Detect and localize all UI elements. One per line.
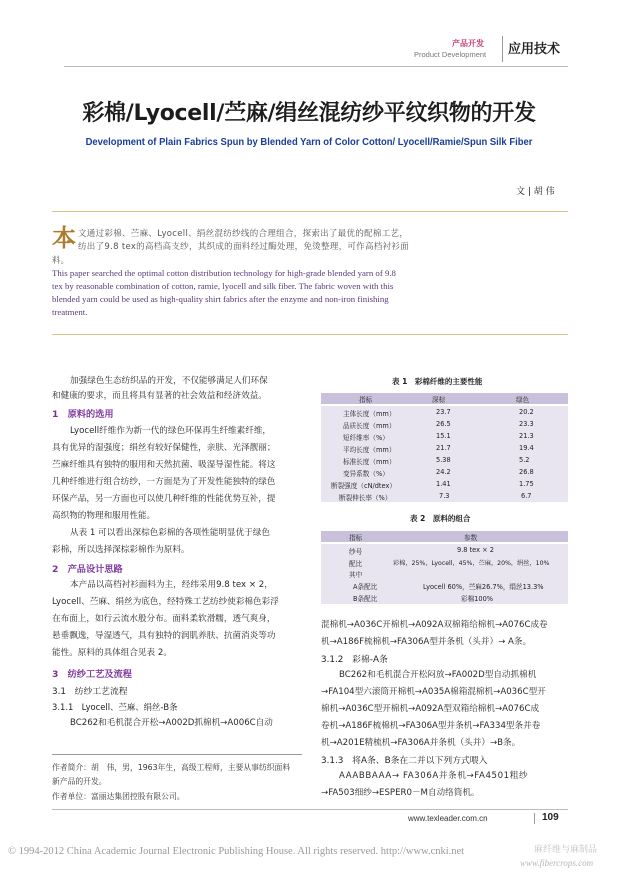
body-paragraph-line: 机→A201E精梳机→FA306A并条机（头并）→B条。 (321, 738, 521, 748)
footnote-author-info: 作者简介：胡 伟，男，1963年生，高级工程师，主要从事纺织面料 (52, 763, 291, 772)
subsection-heading: 3.1.3 将A条、B条在二并以下列方式喂入 (321, 756, 488, 766)
table-cell: 配比 (349, 560, 363, 568)
table-cell: 主体长度（mm） (343, 410, 396, 418)
table-cell: 9.8 tex × 2 (457, 546, 494, 554)
subsection-heading: 3.1 纺纱工艺流程 (52, 687, 128, 697)
abstract-en-line: blended yarn could be used as high-quality shirt fabrics after the enzyme and non-iron finishing (52, 294, 389, 304)
body-paragraph-line: 环保产品，另一方面也可以使几种纤维的性能优势互补，提 (52, 494, 276, 504)
table-row (321, 592, 568, 603)
table-cell: 5.38 (436, 456, 451, 464)
table-cell: 平均长度（mm） (343, 446, 396, 454)
header-section-en: Product Development (414, 50, 487, 59)
article-title-cn: 彩棉/Lyocell/苎麻/绢丝混纺纱平纹织物的开发 (82, 101, 536, 126)
table1-caption: 表 1 彩棉纤维的主要性能 (392, 377, 483, 386)
table-cell: 断裂强度（cN/dtex） (331, 482, 396, 490)
table2-caption: 表 2 原料的组合 (410, 514, 471, 523)
header-rule (64, 66, 568, 67)
table2-header-row (321, 531, 568, 542)
watermark: www.fibercrops.com (520, 858, 594, 868)
table1-header-cell: 绿色 (516, 396, 530, 404)
abstract-rule-top (52, 211, 568, 212)
body-paragraph-line: 和健康的要求，而且将具有显著的社会效益和经济效益。 (52, 391, 267, 401)
table-cell: 26.5 (436, 420, 451, 428)
subsection-heading: 3.1.2 彩棉-A条 (321, 655, 388, 665)
table-cell: 变异系数（%） (343, 470, 389, 478)
table-row (321, 419, 568, 430)
footnote-affiliation: 作者单位：富丽达集团控股有限公司。 (52, 792, 185, 801)
table-cell: B条配比 (353, 595, 378, 603)
table-row (321, 443, 568, 454)
table-cell: 15.1 (436, 432, 451, 440)
table-cell: 23.7 (436, 408, 451, 416)
table-row (321, 580, 568, 591)
footer-rule (52, 809, 568, 810)
footer-divider (534, 813, 535, 824)
body-paragraph-line: 从表 1 可以看出深棕色彩棉的各项性能明显优于绿色 (70, 528, 270, 538)
table-cell: A条配比 (353, 583, 378, 591)
body-paragraph-line: 卷机→A186F梳棉机→FA306A型并条机→FA334型条并卷 (321, 721, 541, 731)
table-cell: 26.8 (519, 468, 534, 476)
table-row (321, 455, 568, 466)
table-row (321, 407, 568, 418)
body-paragraph-line: 几种纤维进行组合纺纱，一方面是为了开发性能独特的绿色 (52, 477, 276, 487)
abstract-dropcap: 本 (52, 224, 76, 252)
table-cell: 23.3 (519, 420, 534, 428)
header-divider (502, 36, 503, 62)
body-paragraph-line: →FA104型六滚筒开棉机→A035A棉箱混棉机→A036C型开 (321, 687, 546, 697)
article-title-en: Development of Plain Fabrics Spun by Blended Yarn of Color Cotton/ Lyocell/Ramie/Spun Silk Fiber (85, 136, 533, 148)
section-heading-3: 3 纺纱工艺及流程 (52, 669, 132, 680)
table-cell: 21.7 (436, 444, 451, 452)
table-cell: Lyocell 60%，苎麻26.7%，绢丝13.3% (423, 583, 544, 591)
table-cell: 品质长度（mm） (343, 422, 396, 430)
footer-website: www.texleader.com.cn (408, 814, 488, 823)
body-paragraph-line: 具有优异的湿强度；绢丝有较好保健性，亲肤、光泽靓丽； (52, 443, 276, 453)
table-row (321, 545, 568, 556)
table-cell: 纱号 (349, 548, 363, 556)
body-paragraph-line: →FA503细纱→ESPER0－M自动络筒机。 (321, 788, 480, 798)
body-paragraph-line: 棉机→A036C型开棉机→A092A型双箱给棉机→A076C成 (321, 704, 540, 714)
abstract-cn-line: 纺出了9.8 tex的高档高支纱，其织成的面料经过酶处理，免烫整理，可作高档衬衫面 (78, 242, 409, 252)
body-paragraph-line: Lyocell、苎麻、绢丝为底色，经特殊工艺纺纱使彩棉色彩浮 (52, 597, 279, 607)
table-cell: 5.2 (519, 456, 530, 464)
watermark-cn: 麻纤维与麻制品 (534, 845, 598, 855)
table1-header-cell: 指标 (359, 396, 373, 404)
section-heading-1: 1 原料的选用 (52, 409, 114, 420)
abstract-en-line: This paper searched the optimal cotton distribution technology for high-grade blended yarn of 9.8 (52, 268, 396, 278)
table-row (321, 491, 568, 502)
body-paragraph-line: 加强绿色生态纺织品的开发，不仅能够满足人们环保 (70, 376, 268, 386)
table-cell: 1.75 (519, 480, 534, 488)
body-paragraph-line: BC262和毛机混合开松闷放→FA002D型自动抓棉机 (339, 670, 537, 680)
subsection-heading: 3.1.1 Lyocell、苎麻、绢丝-B条 (52, 702, 178, 712)
table-cell: 断裂伸长率（%） (339, 494, 392, 502)
table-cell: 彩棉，25%，Lyocell，45%，苎麻，20%，绢丝，10% (393, 560, 550, 567)
body-paragraph-line: 在布面上，如行云流水般分布。面料柔软滑糯，透气爽身， (52, 614, 276, 624)
table-cell: 19.4 (519, 444, 534, 452)
body-paragraph-line: 彩棉，所以选择深棕彩棉作为原料。 (52, 545, 190, 555)
abstract-cn-line: 料。 (52, 256, 70, 266)
header-column-title: 应用技术 (508, 42, 561, 57)
body-paragraph-line: 高织物的物理和服用性能。 (52, 511, 156, 521)
table-cell: 7.3 (439, 492, 450, 500)
body-paragraph-line: 苎麻纤维具有独特的服用和天然抗菌、吸湿导湿性能。将这 (52, 460, 276, 470)
table-row (321, 431, 568, 442)
body-paragraph-line: 机→A186F梳棉机→FA306A型并条机（头并）→ A条。 (321, 637, 532, 647)
table-row (321, 557, 568, 568)
table-cell: 24.2 (436, 468, 451, 476)
copyright-notice: © 1994-2012 China Academic Journal Electronic Publishing House. All rights reserved. http://www.cnki.net (8, 846, 465, 857)
table1-header-cell: 深棕 (432, 396, 446, 404)
body-paragraph-line: AAABBAAA→ FA306A并条机→FA4501粗纱 (339, 771, 529, 781)
abstract-rule-bottom (52, 334, 568, 335)
abstract-en-line: tex by reasonable combination of cotton, ramie, lyocell and silk fiber. The fabric woven with this (52, 281, 394, 291)
table-cell: 彩棉100% (461, 595, 494, 603)
table-cell: 21.3 (519, 432, 534, 440)
body-paragraph-line: 混棉机→A036C开棉机→A092A双棉箱给棉机→A076C成卷 (321, 620, 548, 630)
table2-header-cell: 指标 (349, 534, 363, 542)
table-cell: 其中 (349, 571, 363, 579)
footnote-rule (52, 754, 302, 755)
table1-header-row (321, 393, 568, 404)
body-paragraph-line: 悬垂飘逸，导湿透气，具有独特的润肌养肤、抗菌消炎等功 (52, 631, 276, 641)
page-number: 109 (542, 812, 559, 823)
abstract-en-line: treatment. (52, 307, 88, 317)
table-row (321, 568, 568, 579)
table-cell: 20.2 (519, 408, 534, 416)
body-paragraph-line: 本产品以高档衬衫面料为主，经纬采用9.8 tex × 2， (70, 580, 273, 590)
body-paragraph-line: Lyocell纤维作为新一代的绿色环保再生纤维素纤维， (70, 426, 272, 436)
abstract-cn-line: 文通过彩棉、苎麻、Lyocell、绢丝混纺纱线的合理组合，探索出了最优的配棉工艺， (78, 229, 409, 239)
author-byline: 文 | 胡 伟 (516, 187, 555, 197)
table-cell: 6.7 (521, 492, 532, 500)
table-cell: 1.41 (436, 480, 451, 488)
header-section-cn: 产品开发 (452, 39, 484, 48)
section-heading-2: 2 产品设计思路 (52, 564, 123, 575)
table-row (321, 479, 568, 490)
footnote-author-info: 新产品的开发。 (52, 777, 107, 786)
body-paragraph-line: 能性。原料的具体组合见表 2。 (52, 648, 172, 658)
table2-header-cell: 参数 (464, 534, 478, 542)
table-cell: 短纤维率（%） (343, 434, 389, 442)
table-cell: 标准长度（mm） (343, 458, 396, 466)
table-row (321, 467, 568, 478)
body-paragraph-line: BC262和毛机混合开松→A002D抓棉机→A006C自动 (70, 718, 273, 728)
